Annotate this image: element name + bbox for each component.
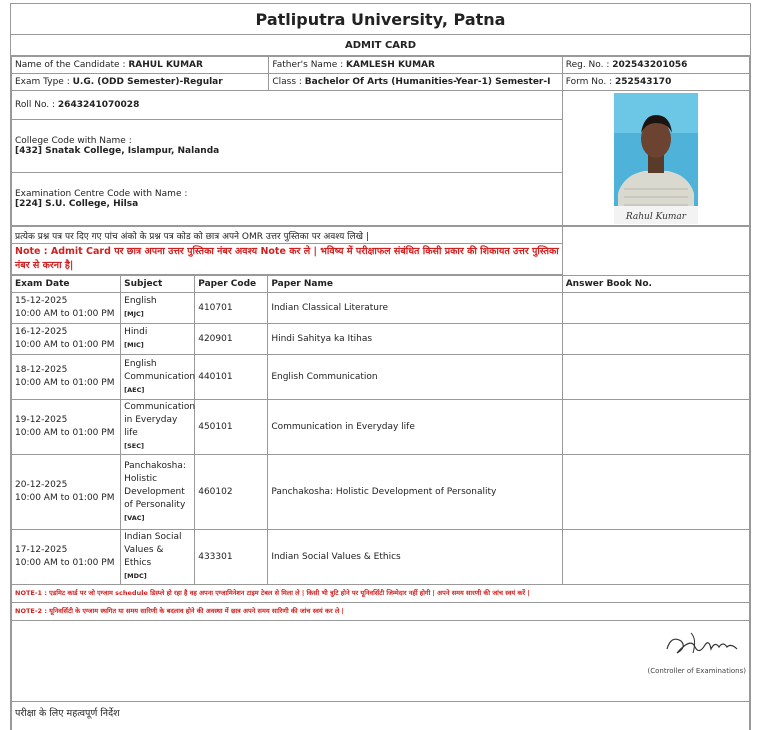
time: 10:00 AM to 01:00 PM	[15, 428, 115, 438]
paper-name: English Communication	[268, 355, 562, 400]
college-name: [432] Snatak College, Islampur, Nalanda	[15, 146, 220, 156]
reg-no: 202543201056	[612, 60, 688, 70]
header-paper-name: Paper Name	[268, 276, 562, 293]
photo-cell	[562, 91, 749, 226]
answer-book-note: Note : Admit Card पर छात्र अपना उत्तर पुस्तिका नंबर अवश्य Note कर ले | भविष्य में परीक्षाफल संबंधित किसी प्रकार की शिकायत उत्तर पुस्तिका नंबर से करना है|	[12, 244, 563, 275]
signature-block	[11, 621, 750, 702]
header-subject: Subject	[121, 276, 195, 293]
college-cell	[12, 120, 563, 173]
instruction-table	[11, 226, 750, 275]
empty-cell	[562, 227, 749, 275]
answer-book-no	[562, 455, 749, 530]
candidate-photo	[614, 93, 698, 224]
paper-name: Hindi Sahitya ka Itihas	[268, 324, 562, 355]
time: 10:00 AM to 01:00 PM	[15, 378, 115, 388]
subject-name: Communication in Everyday life	[124, 402, 196, 438]
table-row	[12, 324, 750, 355]
time: 10:00 AM to 01:00 PM	[15, 493, 115, 503]
table-row	[12, 400, 750, 455]
admit-card	[10, 3, 751, 730]
admit-card-heading: ADMIT CARD	[11, 35, 750, 56]
form-no-label: Form No. :	[565, 77, 615, 87]
centre-name: [224] S.U. College, Hilsa	[15, 199, 139, 209]
answer-book-no	[562, 355, 749, 400]
paper-code: 420901	[195, 324, 268, 355]
class-label: Class :	[272, 77, 305, 87]
subject	[121, 400, 195, 455]
form-no: 252543170	[614, 77, 672, 87]
exam-type-cell	[12, 74, 269, 91]
paper-name: Indian Classical Literature	[268, 293, 562, 324]
answer-book-no	[562, 324, 749, 355]
college-label: College Code with Name :	[15, 136, 132, 146]
paper-code: 440101	[195, 355, 268, 400]
paper-name: Panchakosha: Holistic Development of Personality	[268, 455, 562, 530]
subject-name: Panchakosha: Holistic Development of Personality	[124, 460, 186, 510]
date: 15-12-2025	[15, 296, 68, 306]
note-1: NOTE-1 : एडमिट कार्ड पर जो एग्जाम schedule डिस्प्ले हो रहा है वह अपना एग्जामिनेशन टाइम टेबल से मिला ले | किसी भी त्रुटि होने पर यूनिवर्सिटी जिम्मेदार नहीं होगी | अपने समय सारणी की जांच स्वयं करें |	[11, 585, 750, 603]
roll-no-label: Roll No. :	[15, 100, 58, 110]
subject-name: English	[124, 296, 157, 306]
father-name-label: Father's Name :	[272, 60, 347, 70]
subject	[121, 530, 195, 585]
time: 10:00 AM to 01:00 PM	[15, 309, 115, 319]
form-no-cell	[562, 74, 749, 91]
exam-date	[12, 530, 121, 585]
date: 18-12-2025	[15, 365, 68, 375]
answer-book-no	[562, 400, 749, 455]
candidate-name: RAHUL KUMAR	[128, 60, 203, 70]
time: 10:00 AM to 01:00 PM	[15, 340, 115, 350]
subject-name: English Communication	[124, 358, 196, 382]
header-paper-code: Paper Code	[195, 276, 268, 293]
answer-book-no	[562, 293, 749, 324]
class-cell	[269, 74, 562, 91]
date: 16-12-2025	[15, 327, 68, 337]
subject-type: [VAC]	[124, 513, 145, 522]
centre-cell	[12, 173, 563, 226]
reg-no-cell	[562, 57, 749, 74]
candidate-info-table	[11, 56, 750, 226]
date: 20-12-2025	[15, 480, 68, 490]
header-answer-book: Answer Book No.	[562, 276, 749, 293]
subject-type: [AEC]	[124, 385, 145, 394]
header-exam-date: Exam Date	[12, 276, 121, 293]
paper-name: Indian Social Values & Ethics	[268, 530, 562, 585]
subject-type: [MIC]	[124, 341, 144, 349]
note-2: NOTE-2 : यूनिवर्सिटी के एग्जाम स्थगित या समय सारिणी के बदलाव होने की अवस्था में छात्र अपने समय सारिणी की जांच स्वयं कर ले |	[11, 603, 750, 621]
date: 17-12-2025	[15, 545, 68, 555]
table-row	[12, 530, 750, 585]
exam-date	[12, 355, 121, 400]
candidate-name-label: Name of the Candidate :	[15, 60, 129, 70]
subject-name: Indian Social Values & Ethics	[124, 532, 182, 568]
subject-type: [MDC]	[124, 572, 147, 580]
class-value: Bachelor Of Arts (Humanities-Year-1) Semester-I	[304, 77, 551, 87]
paper-code: 460102	[195, 455, 268, 530]
subject-name: Hindi	[124, 327, 148, 337]
father-name-cell	[269, 57, 562, 74]
answer-book-no	[562, 530, 749, 585]
subject	[121, 324, 195, 355]
table-row	[12, 455, 750, 530]
subject	[121, 455, 195, 530]
exam-type-label: Exam Type :	[15, 77, 73, 87]
reg-no-label: Reg. No. :	[565, 60, 613, 70]
paper-code: 410701	[195, 293, 268, 324]
photo-signature: Rahul Kumar	[625, 211, 686, 222]
subject-type: [MJC]	[124, 310, 144, 318]
paper-code: 450101	[195, 400, 268, 455]
roll-no: 2643241070028	[57, 100, 140, 110]
table-row	[12, 293, 750, 324]
time: 10:00 AM to 01:00 PM	[15, 558, 115, 568]
exam-date	[12, 293, 121, 324]
paper-name: Communication in Everyday life	[268, 400, 562, 455]
centre-label: Examination Centre Code with Name :	[15, 189, 188, 199]
exam-date	[12, 400, 121, 455]
table-row	[12, 355, 750, 400]
controller-signature	[661, 627, 741, 661]
candidate-name-cell	[12, 57, 269, 74]
roll-no-cell	[12, 91, 563, 120]
date: 19-12-2025	[15, 415, 68, 425]
omr-instruction: प्रत्येक प्रश्न पत्र पर दिए गए पांच अंको के प्रश्न पत्र कोड को छात्र अपने OMR उत्तर पुस्तिका पर अवश्य लिखे |	[12, 227, 563, 244]
important-instructions-heading: परीक्षा के लिए महत्वपूर्ण निर्देश	[11, 702, 750, 730]
subject	[121, 355, 195, 400]
father-name: KAMLESH KUMAR	[346, 60, 435, 70]
paper-code: 433301	[195, 530, 268, 585]
exam-date	[12, 455, 121, 530]
exam-type: U.G. (ODD Semester)-Regular	[72, 77, 223, 87]
controller-label: (Controller of Examinations)	[647, 667, 746, 675]
exam-date	[12, 324, 121, 355]
subject	[121, 293, 195, 324]
exam-schedule-table	[11, 275, 750, 585]
university-title: Patliputra University, Patna	[11, 4, 750, 35]
schedule-header-row	[12, 276, 750, 293]
subject-type: [SEC]	[124, 442, 144, 450]
